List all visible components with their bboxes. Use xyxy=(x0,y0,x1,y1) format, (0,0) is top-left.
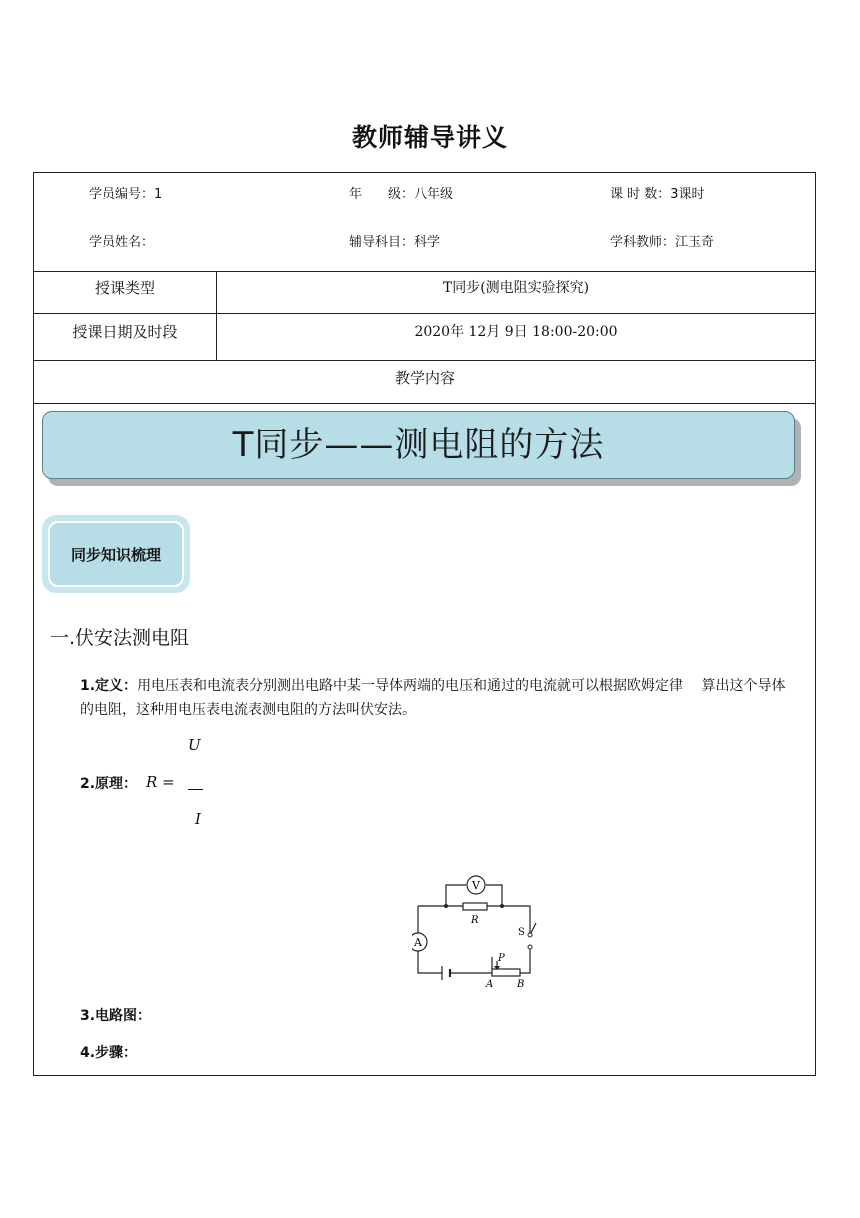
formula-denominator: I xyxy=(195,810,201,828)
document-title: 教师辅导讲义 xyxy=(351,123,508,152)
row-divider xyxy=(34,360,815,361)
formula-lhs: R = xyxy=(146,773,175,791)
lesson-type-label: 授课类型 xyxy=(94,279,155,297)
row-divider xyxy=(34,403,815,404)
rheostat-end-a: A xyxy=(486,979,494,990)
principle-label: 2.原理： xyxy=(80,776,138,792)
teaching-content-label: 教学内容 xyxy=(394,369,455,387)
lesson-date-label: 授课日期及时段 xyxy=(72,323,178,341)
lesson-date-value: 2020年 12月 9日 18:00-20:00 xyxy=(414,324,618,340)
switch-label: S xyxy=(518,927,525,938)
junction-dot xyxy=(500,904,504,908)
definition-label: 1.定义： xyxy=(80,678,138,694)
row-divider xyxy=(34,271,815,272)
student-number: 学员编号：1 xyxy=(89,187,163,202)
steps-label: 4.步骤： xyxy=(80,1045,138,1061)
section-tag-label: 同步知识梳理 xyxy=(48,521,184,587)
ammeter-symbol: A xyxy=(414,936,422,949)
voltmeter-symbol: V xyxy=(472,879,480,892)
student-name: 学员姓名： xyxy=(89,235,155,250)
switch-contact xyxy=(528,933,532,937)
rheostat-icon xyxy=(492,969,520,976)
class-hours: 课 时 数：3课时 xyxy=(610,187,705,202)
banner-title: T同步——测电阻的方法 xyxy=(232,425,605,465)
resistor-icon xyxy=(463,903,487,910)
lesson-table xyxy=(33,172,816,1076)
subject: 辅导科目：科学 xyxy=(349,235,441,250)
resistor-label: R xyxy=(471,915,479,926)
row-divider xyxy=(34,313,815,314)
definition-text: 用电压表和电流表分别测出电路中某一导体两端的电压和通过的电流就可以根据欧姆定律 算出这个导体的电阻，这种用电压表电流表测电阻的方法叫伏安法。 xyxy=(80,678,786,718)
switch-contact xyxy=(528,945,532,949)
junction-dot xyxy=(444,904,448,908)
circuit-diagram xyxy=(412,873,552,991)
lesson-banner xyxy=(42,411,795,479)
fraction-bar xyxy=(188,789,203,790)
teacher: 学科教师：江玉奇 xyxy=(610,235,715,250)
lesson-type-value: T同步(测电阻实验探究) xyxy=(442,280,590,296)
definition-paragraph xyxy=(80,674,790,722)
section-heading: 一.伏安法测电阻 xyxy=(50,627,190,649)
section-tag xyxy=(42,515,190,593)
slider-label: P xyxy=(498,953,505,964)
circuit-diagram-label: 3.电路图： xyxy=(80,1008,152,1024)
formula-numerator: U xyxy=(188,736,201,754)
rheostat-end-b: B xyxy=(517,979,525,990)
grade: 年 级：八年级 xyxy=(349,187,454,202)
